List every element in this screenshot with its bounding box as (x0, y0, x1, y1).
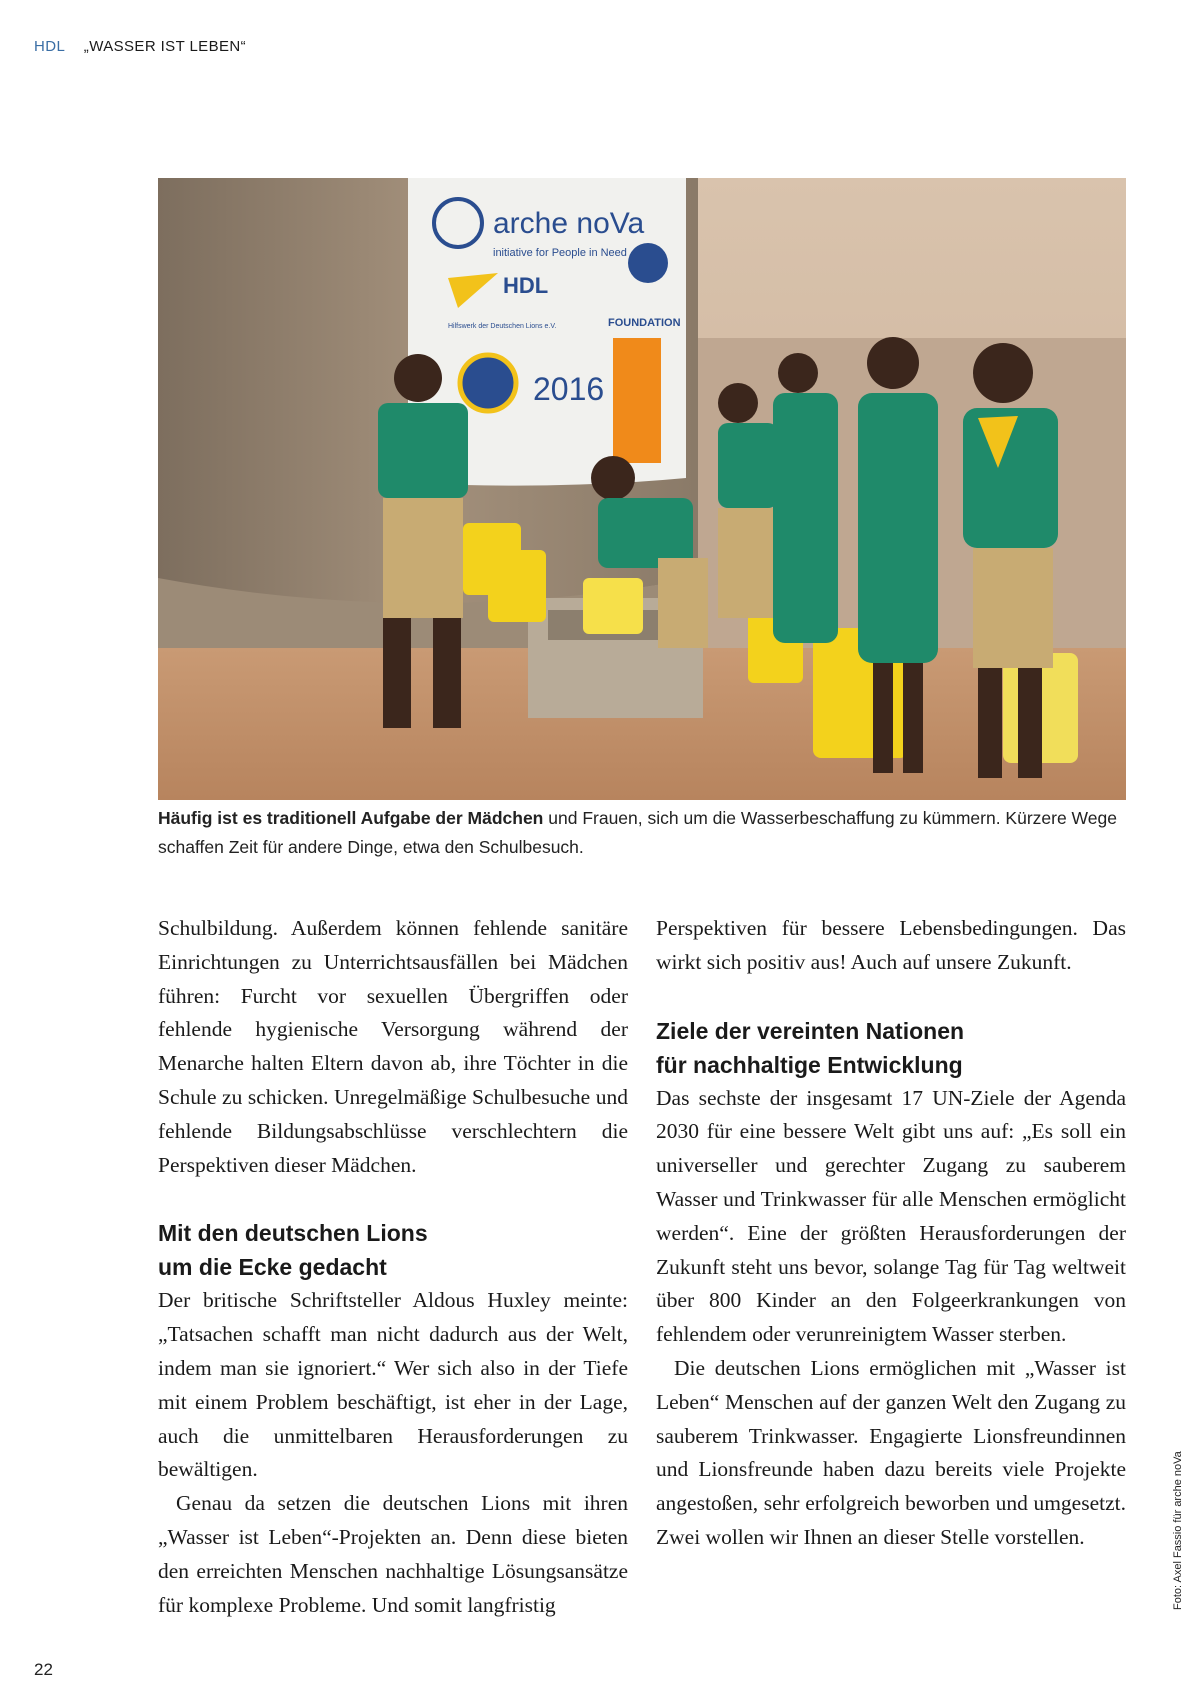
section-label: HDL (34, 38, 66, 55)
child-figure (773, 353, 838, 643)
article-column-right (656, 912, 1126, 1555)
subheading (158, 1216, 628, 1284)
paragraph: Genau da setzen die deutschen Lions mit ihren „Wasser ist Leben“-Projekten an. Denn diese bieten den erreichten Menschen nachhaltige Lösungsansätze für komplexe Probleme. Und somit langfristig (158, 1491, 628, 1617)
tank-logo-tagline: initiative for People in Need (493, 247, 627, 259)
paragraph: Perspektiven für bessere Lebensbedingungen. Das wirkt sich positiv aus! Auch auf unsere Zukunft. (656, 916, 1126, 974)
tank-logo-foundation: FOUNDATION (608, 317, 681, 329)
tank-logo-hdl: HDL (503, 273, 549, 298)
photo-credit: Foto: Axel Fassio für arche noVa (1172, 1451, 1184, 1610)
subheading-line: um die Ecke gedacht (158, 1254, 387, 1281)
lions-emblem-icon (628, 243, 668, 283)
tank-year: 2016 (533, 371, 605, 407)
jerrycan (583, 578, 643, 634)
page-number: 22 (34, 1660, 53, 1679)
photo-caption (158, 804, 1126, 862)
subheading-line: für nachhaltige Entwicklung (656, 1051, 963, 1078)
tank-logo-org: arche noVa (493, 207, 645, 240)
paragraph: Schulbildung. Außerdem können fehlende sanitäre Einrichtungen zu Unterrichtsausfällen bei Mädchen führen: Furcht vor sexuellen Übergriffen oder fehlende hygienische Versorgung während der Menarche halten Eltern davon ab, ihre Töchter in die Schule zu schicken. Unregelmäßige Schulbesuche und fehlende Bildungsabschlüsse verschlechtern die Perspektiven dieser Mädchen. (158, 916, 628, 1177)
subheading (656, 1014, 1126, 1082)
running-head (34, 38, 246, 55)
lions-club-emblem-icon (460, 355, 516, 411)
paragraph: Die deutschen Lions ermöglichen mit „Wasser ist Leben“ Menschen auf der ganzen Welt den Zugang zu sauberem Trinkwasser. Engagierte Lionsfreundinnen und Lionsfreunde haben dazu bereits viele Projekte angestoßen, sehr erfolgreich beworben und umgesetzt. Zwei wollen wir Ihnen an dieser Stelle vorstellen. (656, 1355, 1126, 1549)
caption-text: und Frauen, sich um die Wasserbeschaffung zu kümmern. Kürzere Wege schaffen Zeit für andere Dinge, etwa den Schulbesuch. (158, 808, 1117, 857)
photo-children-at-water-tank (158, 178, 1126, 800)
jerrycan (488, 550, 546, 622)
paragraph: Das sechste der insgesamt 17 UN-Ziele der Agenda 2030 für eine bessere Welt gibt uns auf: „Es soll ein universeller und gerechter Zugang zu sauberem Wasser und Trinkwasser für alle Menschen ermöglicht werden“. Eine der größten Herausforderungen der Zukunft steht uns bevor, solange Tag für Tag weltweit über 800 Kinder an den Folgeerkrankungen von fehlendem oder verunreinigtem Wasser sterben. (656, 1085, 1126, 1347)
photo-illustration (158, 178, 1126, 800)
caption-lead: Häufig ist es traditionell Aufgabe der Mädchen (158, 808, 544, 828)
subheading-line: Mit den deutschen Lions (158, 1220, 428, 1247)
paragraph: Der britische Schriftsteller Aldous Huxley meinte: „Tatsachen schafft man nicht dadurch aus der Welt, indem man sie ignoriert.“ Wer sich also in der Tiefe mit einem Problem beschäftigt, ist eher in der Lage, auch die unmittelbaren Herausforderungen zu bewältigen. (158, 1288, 628, 1482)
article-column-left (158, 912, 628, 1622)
katosi-logo (613, 338, 661, 463)
running-title: „WASSER IST LEBEN“ (83, 38, 247, 55)
subheading-line: Ziele der vereinten Nationen (656, 1017, 965, 1044)
tank-logo-hdl-sub: Hilfswerk der Deutschen Lions e.V. (448, 323, 557, 330)
